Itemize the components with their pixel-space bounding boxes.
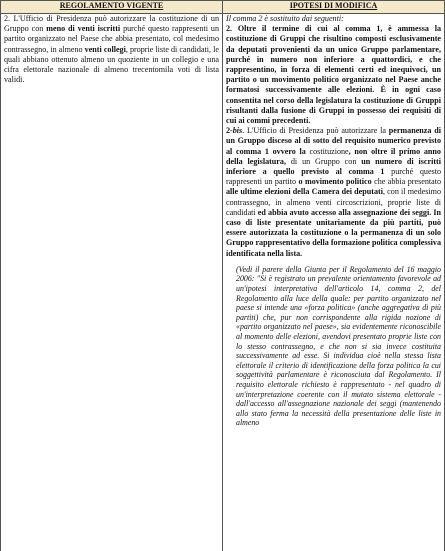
current-rules-cell xyxy=(1,14,223,551)
p2-text-e: purché questo rappresenti un partito xyxy=(226,167,441,187)
p2-bold-4: o movimento politico xyxy=(298,177,372,187)
proposed-paragraph-2-bis xyxy=(226,126,441,259)
p2-bis: bis xyxy=(232,126,243,136)
proposed-paragraph-2: 2. Oltre il termine di cui al comma 1, è ammessa la costituzione di Gruppi che risultino composti esclusivamente da deputati provenienti da un unico Gruppo parlamentare, purché in numero non inferiore a quattordici, e che rappresentino, in forza di elementi certi ed inequivoci, un partito o un movimento politico organizzato nel Paese anche formatosi successivamente alle elezioni. È in ogni caso consentita nel corso della legislatura la costituzione di Gruppi risultanti dalla fusione di Gruppi in possesso dei requisiti di cui ai commi precedenti. xyxy=(226,24,441,126)
p2-bold-2: , non oltre il primo anno della legislatura, xyxy=(226,146,441,166)
header-proposed-changes: IPOTESI DI MODIFICA xyxy=(223,1,445,14)
proposed-changes-cell xyxy=(223,14,445,551)
current-text-2: purché questo rappresenti un partito organizzato nel Paese che abbia presentato, col medesimo contrassegno, in almeno xyxy=(4,24,219,54)
p2-text-g: , con il medesimo contrassegno, in almeno venti circoscrizioni, proprie liste di candidati xyxy=(226,187,441,217)
p2-bold-3: un numero di iscritti inferiore a quello previsto al comma 1 xyxy=(226,156,442,177)
committee-opinion-note: (Vedi il parere della Giunta per il Regolamento del 16 maggio 2006: "Si è registrato un prevalente orientamento favorevole ad un'ipotesi interpretativa dell'articolo 14, comma 2, del Regolamento alla luce della quale: per partito organizzato nel paese si intende una «forza politica» (anche aggregativa di più partiti) che, pur non corrispondente alla rigida nozione di «partito organizzato nel paese», sia evidentemente riconoscibile al momento delle elezioni, avendovi presentato proprie liste con lo stesso contrassegno, e che non si sia invece costituita successivamente ad esse. Si individua cioè nella stessa lista elettorale il criterio di identificazione della forza politica la cui soggettività parlamentare è riconosciuta dal Regolamento. Il requisito elettorale richiesto è rappresentato - nel quadro di un'interpretazione coerente con il mutato sistema elettorale - dall'accesso all'assegnazione nazionale dei seggi (mantenendo allo stato ferma la necessità della presentazione delle liste in almeno xyxy=(236,264,441,428)
current-bold-2: venti collegi xyxy=(84,44,126,54)
current-paragraph-2 xyxy=(4,14,219,85)
content-row xyxy=(1,14,445,551)
current-text-3: , proprie liste di candidati, le quali abbiano ottenuto almeno un quoziente in un collegio e una cifra elettorale nazionale di almeno trecentomila voti di lista validi. xyxy=(4,44,219,85)
p2-text-a: . L'Ufficio di Presidenza può autorizzare la xyxy=(242,126,389,136)
p2-text-c: costituzione xyxy=(305,146,349,156)
p2-bold-1: permanenza di un Gruppo disceso al di sotto del requisito numerico previsto al comma 1 ovvero la xyxy=(226,126,441,156)
current-bold-1: meno di venti iscritti xyxy=(46,24,121,34)
p2-text-f: che abbia presentato xyxy=(371,177,442,187)
p2-bold-6: ed abbia avuto accesso alla assegnazione dei seggi. In caso di liste presentate unitariamente da più partiti, può essere autorizzata la costituzione o la permanenza di un solo Gruppo rappresentativo della formazione politica complessiva identificata nella lista. xyxy=(226,207,442,258)
header-row xyxy=(1,1,445,14)
proposed-intro: Il comma 2 è sostituito dai seguenti: xyxy=(226,14,344,23)
p2-bold-5: alle ultime elezioni della Camera dei deputati xyxy=(226,187,383,197)
p2-number: 2- xyxy=(226,126,233,136)
p2-text-d: di un Gruppo con xyxy=(285,156,362,166)
header-current-rules: REGOLAMENTO VIGENTE xyxy=(1,1,223,14)
current-text-1: 2. L'Ufficio di Presidenza può autorizzare la costituzione di un Gruppo con xyxy=(4,14,219,34)
